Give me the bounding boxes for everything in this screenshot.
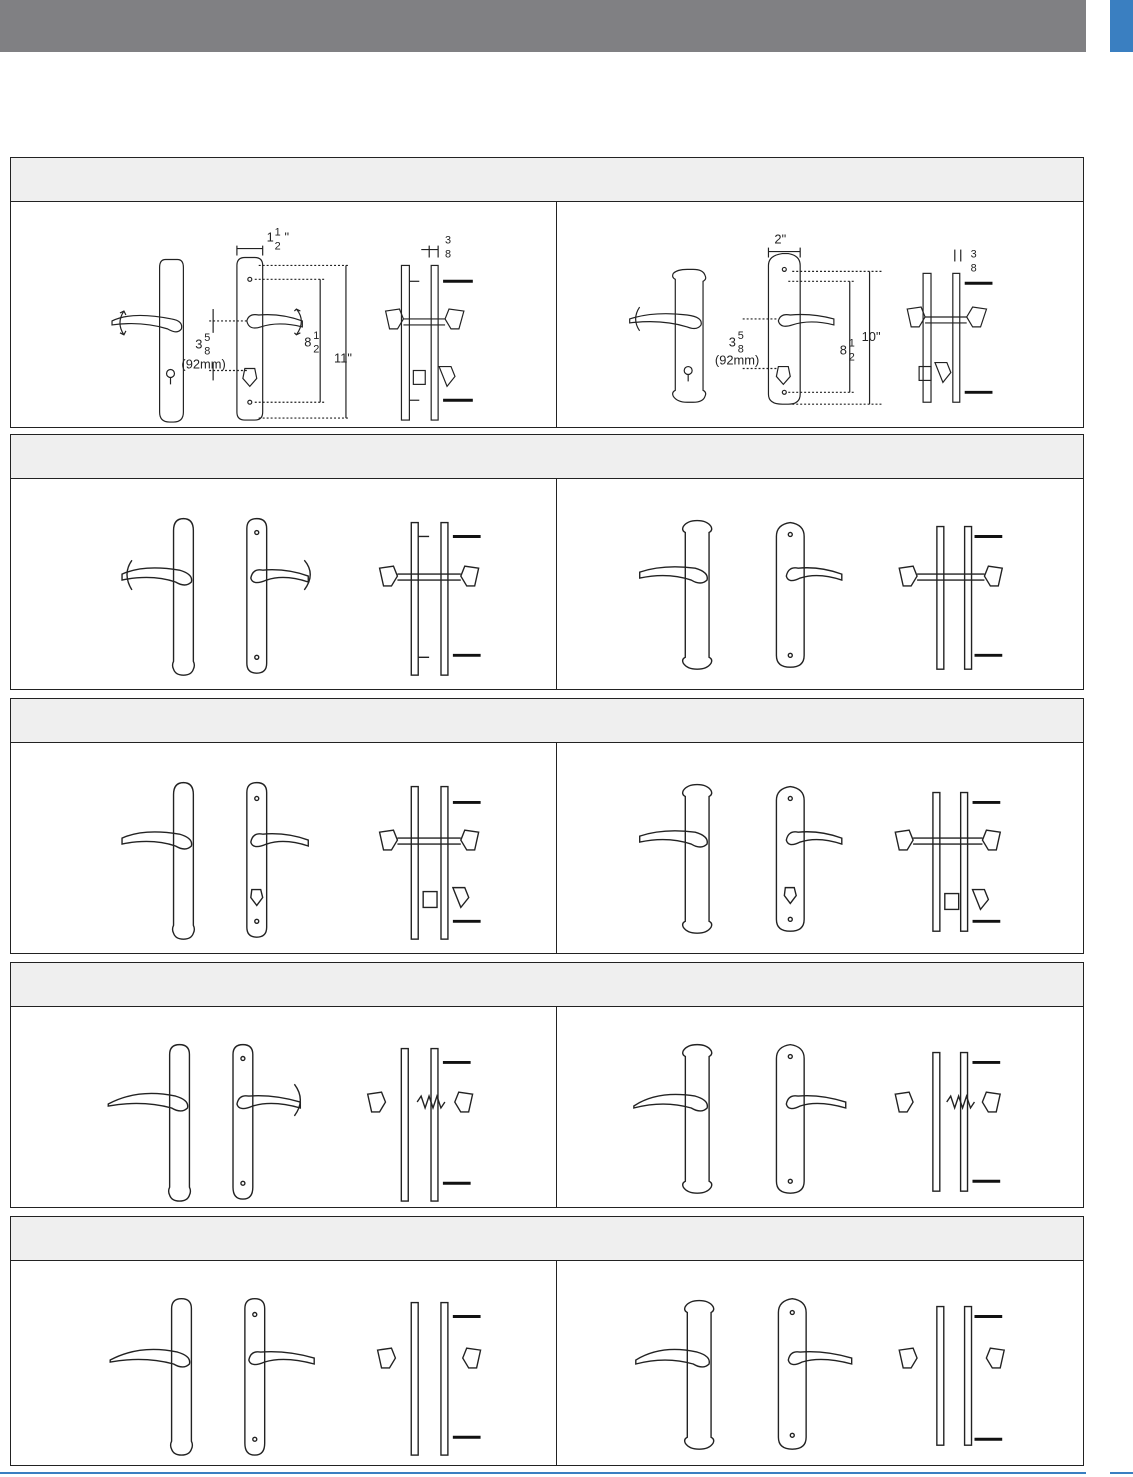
interior-plate	[776, 787, 804, 932]
svg-text:8: 8	[445, 248, 452, 261]
row-1-left-cell	[11, 202, 557, 427]
exterior-lever	[122, 832, 192, 849]
row-1-right-drawing	[557, 202, 1083, 427]
exterior-plate	[683, 1045, 712, 1194]
svg-text:10": 10"	[861, 328, 881, 344]
interior-lever	[251, 834, 308, 847]
interior-lever	[778, 315, 834, 327]
svg-text:": "	[284, 229, 290, 245]
row-2-header	[11, 435, 1083, 479]
exterior-lever	[112, 315, 182, 331]
interior-plate	[245, 1299, 265, 1455]
row-3-left-cell	[11, 743, 557, 953]
svg-text:5: 5	[204, 331, 211, 344]
svg-text:3: 3	[728, 334, 736, 350]
handle-row-2	[10, 434, 1084, 690]
rotation-arrow-left	[636, 307, 640, 331]
interior-lever	[251, 570, 308, 583]
row-4-right-drawing	[557, 1007, 1083, 1207]
rotation-arrow-left	[120, 311, 126, 335]
svg-text:11": 11"	[334, 350, 352, 366]
side-profile-plate-b	[953, 273, 960, 402]
svg-text:1: 1	[848, 337, 855, 350]
side-profile-plate-a	[923, 273, 931, 402]
exterior-lever	[122, 568, 192, 585]
svg-text:3: 3	[970, 248, 977, 261]
exterior-plate	[173, 783, 195, 940]
handle-row-4	[10, 962, 1084, 1208]
bottom-tab-marker	[1110, 1472, 1133, 1474]
interior-lever	[237, 1096, 300, 1109]
exterior-plate	[685, 1301, 714, 1450]
exterior-plate	[173, 519, 195, 676]
side-profile-plate-a	[401, 265, 409, 420]
row-5-right-drawing	[557, 1261, 1083, 1465]
svg-text:8: 8	[839, 342, 847, 358]
interior-plate	[247, 783, 267, 938]
handle-row-1	[10, 157, 1084, 428]
row-1-left-drawing	[11, 202, 556, 427]
row-2-right-drawing	[557, 479, 1083, 689]
row-1-right-cell	[557, 202, 1083, 427]
interior-plate	[247, 519, 267, 674]
svg-text:8: 8	[204, 345, 211, 358]
cylinder-keyhole-icon	[684, 367, 692, 375]
exterior-lever	[630, 314, 702, 329]
row-3-right-drawing	[557, 743, 1083, 953]
row-4-left-cell	[11, 1007, 557, 1207]
row-5-left-drawing	[11, 1261, 556, 1465]
svg-text:8: 8	[737, 343, 744, 356]
interior-plate	[768, 254, 800, 405]
row-3-header	[11, 699, 1083, 743]
svg-text:3: 3	[195, 336, 203, 352]
svg-text:5: 5	[737, 329, 744, 342]
interior-lever	[249, 1352, 314, 1365]
side-profile-plate-a	[411, 1303, 418, 1456]
svg-text:2: 2	[848, 351, 855, 364]
cylinder-keyhole-icon	[167, 370, 175, 378]
svg-text:1: 1	[274, 226, 281, 239]
svg-text:(92mm): (92mm)	[181, 356, 226, 372]
svg-text:(92mm): (92mm)	[714, 352, 760, 368]
side-profile-plate-b	[441, 787, 448, 940]
svg-text:2: 2	[313, 343, 320, 356]
side-profile-plate-a	[937, 527, 944, 670]
side-profile-plate-a	[933, 793, 940, 932]
row-4-right-cell	[557, 1007, 1083, 1207]
interior-lever	[788, 1352, 851, 1365]
exterior-lever	[108, 1093, 187, 1110]
interior-lever	[247, 315, 303, 328]
rotation-arrow-left	[127, 560, 132, 590]
side-profile-plate-b	[961, 1053, 968, 1192]
interior-lever	[786, 1096, 845, 1109]
side-profile-plate-a	[933, 1053, 940, 1192]
svg-text:8: 8	[970, 262, 977, 275]
thumbturn-icon	[243, 369, 257, 387]
thumbturn-icon	[784, 888, 796, 904]
row-4-left-drawing	[11, 1007, 556, 1207]
exterior-lever	[640, 831, 708, 847]
svg-text:1: 1	[266, 229, 274, 245]
handle-row-3	[10, 698, 1084, 954]
interior-plate	[776, 1045, 804, 1194]
side-profile-plate-a	[411, 787, 418, 940]
exterior-plate	[683, 785, 712, 934]
row-5-header	[11, 1217, 1083, 1261]
interior-lever	[786, 568, 841, 581]
thumbturn-icon	[776, 367, 790, 385]
row-4-header	[11, 963, 1083, 1007]
svg-text:3: 3	[445, 234, 452, 247]
interior-plate	[778, 1299, 806, 1450]
side-profile-plate-b	[441, 523, 448, 676]
exterior-plate	[673, 269, 706, 402]
thumbturn-icon	[251, 890, 263, 906]
rotation-arrow-right	[294, 309, 301, 335]
exterior-plate	[169, 1045, 191, 1201]
bottom-rule	[0, 1472, 1086, 1474]
row-5-right-cell	[557, 1261, 1083, 1465]
top-banner	[0, 0, 1086, 52]
interior-lever	[786, 832, 841, 845]
svg-text:2: 2	[274, 240, 281, 253]
side-profile-plate-b	[431, 265, 438, 420]
side-profile-plate-a	[411, 523, 418, 676]
interior-plate	[233, 1045, 253, 1199]
row-3-left-drawing	[11, 743, 556, 953]
row-2-right-cell	[557, 479, 1083, 689]
side-profile-plate-b	[965, 527, 972, 670]
svg-text:2": 2"	[774, 231, 787, 247]
row-5-left-cell	[11, 1261, 557, 1465]
side-profile-plate-a	[401, 1049, 408, 1201]
exterior-lever	[636, 1349, 710, 1366]
side-profile-plate-b	[961, 793, 968, 932]
side-profile-plate-a	[937, 1307, 944, 1446]
svg-text:8: 8	[304, 334, 312, 350]
side-profile-plate-b	[965, 1307, 972, 1446]
svg-text:1: 1	[313, 329, 320, 342]
exterior-lever	[110, 1349, 189, 1366]
handle-row-5	[10, 1216, 1084, 1466]
side-tab-marker	[1110, 0, 1133, 52]
interior-plate	[776, 523, 804, 668]
row-2-left-drawing	[11, 479, 556, 689]
row-2-left-cell	[11, 479, 557, 689]
exterior-lever	[640, 567, 708, 583]
exterior-plate	[171, 1299, 193, 1455]
exterior-plate	[160, 259, 184, 422]
exterior-plate	[683, 521, 712, 670]
side-profile-plate-b	[441, 1303, 448, 1456]
row-1-header	[11, 158, 1083, 202]
exterior-lever	[634, 1094, 708, 1110]
side-profile-plate-b	[431, 1049, 438, 1201]
row-3-right-cell	[557, 743, 1083, 953]
